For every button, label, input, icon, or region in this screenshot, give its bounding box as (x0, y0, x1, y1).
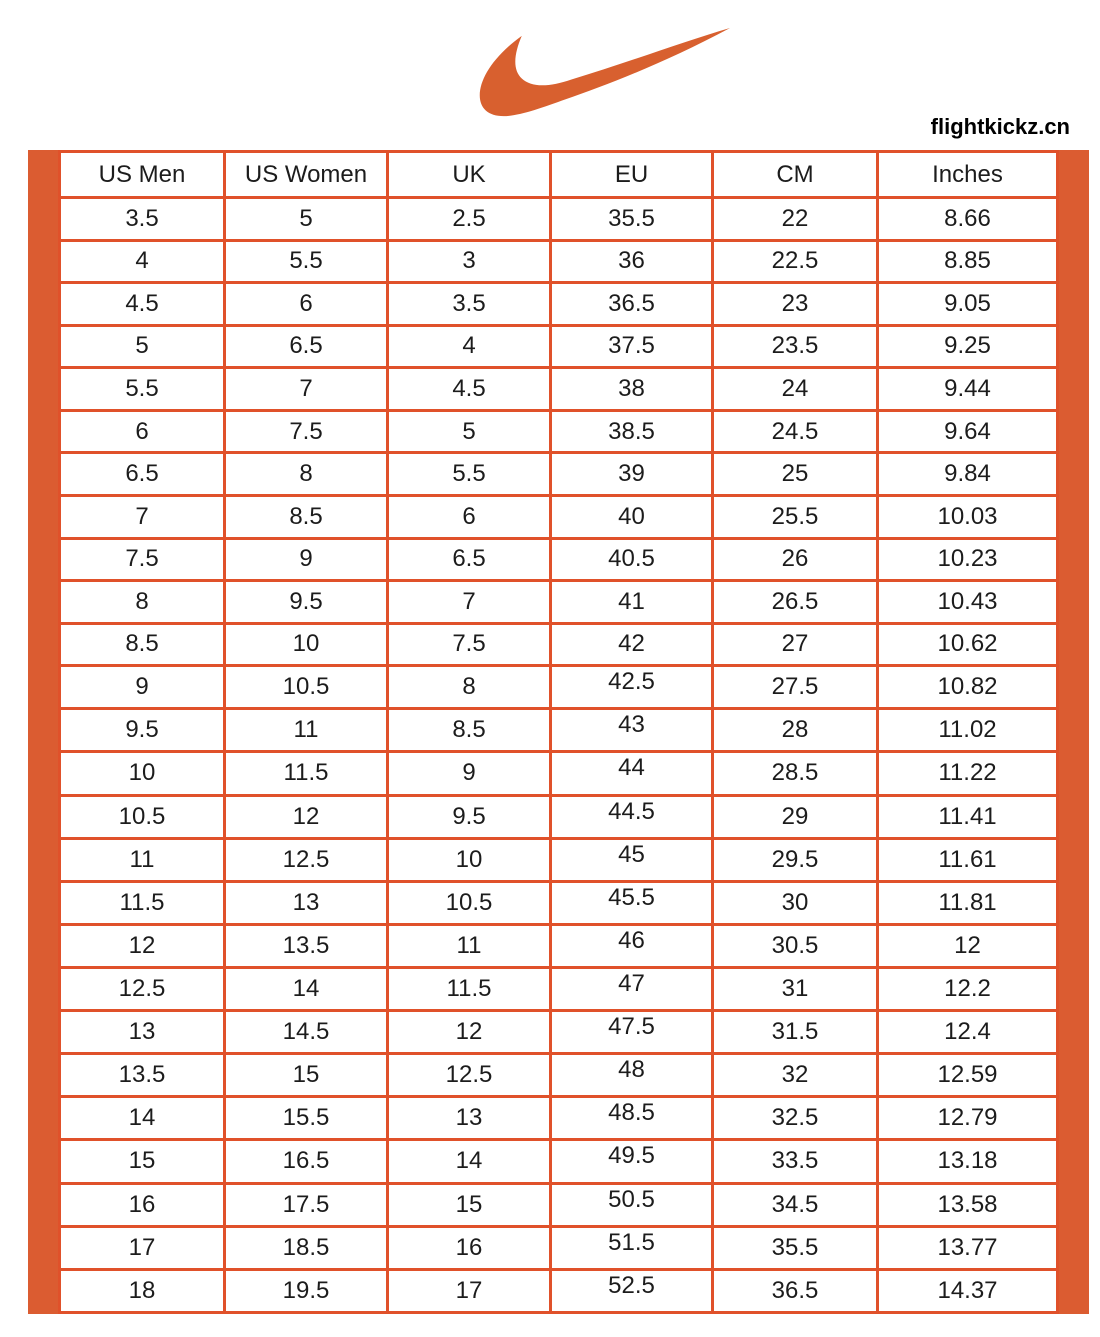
table-cell: 9 (388, 752, 551, 795)
table-cell: 14 (60, 1097, 225, 1140)
table-cell: 10.43 (878, 581, 1058, 624)
table-cell: 11 (60, 838, 225, 881)
table-cell: 42.5 (551, 666, 713, 709)
left-accent-bar (28, 150, 58, 1314)
table-cell: 22.5 (713, 240, 878, 283)
table-cell: 36.5 (713, 1269, 878, 1312)
table-cell: 41 (551, 581, 713, 624)
table-cell: 12 (225, 795, 388, 838)
table-cell: 7 (225, 368, 388, 411)
table-cell: 10.23 (878, 538, 1058, 581)
size-chart (28, 150, 1086, 1314)
table-cell: 25.5 (713, 495, 878, 538)
table-cell: 40.5 (551, 538, 713, 581)
table-cell: 18 (60, 1269, 225, 1312)
nike-swoosh-icon (453, 24, 730, 123)
column-header-us-men: US Men (60, 152, 225, 198)
table-cell: 36.5 (551, 283, 713, 326)
table-cell: 34.5 (713, 1183, 878, 1226)
table-row (60, 924, 1058, 967)
table-cell: 38.5 (551, 410, 713, 453)
table-cell: 3.5 (388, 283, 551, 326)
table-cell: 12.59 (878, 1054, 1058, 1097)
table-cell: 4.5 (60, 283, 225, 326)
table-cell: 28.5 (713, 752, 878, 795)
table-cell: 11.81 (878, 881, 1058, 924)
table-header (60, 152, 1058, 198)
table-cell: 6.5 (225, 325, 388, 368)
table-cell: 10.82 (878, 666, 1058, 709)
table-cell: 13 (225, 881, 388, 924)
table-cell: 15 (60, 1140, 225, 1183)
table-cell: 9.44 (878, 368, 1058, 411)
table-cell: 29.5 (713, 838, 878, 881)
table-cell: 11.5 (60, 881, 225, 924)
table-cell: 5 (60, 325, 225, 368)
table-cell: 23 (713, 283, 878, 326)
table-cell: 11.41 (878, 795, 1058, 838)
table-cell: 11.22 (878, 752, 1058, 795)
table-cell: 3 (388, 240, 551, 283)
table-row (60, 1097, 1058, 1140)
table-cell: 13.5 (60, 1054, 225, 1097)
column-header-eu: EU (551, 152, 713, 198)
table-cell: 14.5 (225, 1011, 388, 1054)
table-cell: 15.5 (225, 1097, 388, 1140)
right-accent-bar (1059, 150, 1089, 1314)
table-cell: 10 (60, 752, 225, 795)
column-header-uk: UK (388, 152, 551, 198)
table-row (60, 752, 1058, 795)
table-cell: 35.5 (713, 1226, 878, 1269)
table-cell: 7.5 (225, 410, 388, 453)
table-cell: 11.5 (225, 752, 388, 795)
table-cell: 26.5 (713, 581, 878, 624)
table-cell: 35.5 (551, 198, 713, 241)
table-cell: 8.5 (60, 623, 225, 666)
table-cell: 32 (713, 1054, 878, 1097)
table-cell: 10.5 (225, 666, 388, 709)
table-row (60, 410, 1058, 453)
table-row (60, 538, 1058, 581)
table-cell: 11 (225, 709, 388, 752)
table-row (60, 838, 1058, 881)
table-cell: 6.5 (388, 538, 551, 581)
table-cell: 6 (225, 283, 388, 326)
table-row (60, 495, 1058, 538)
table-cell: 14 (388, 1140, 551, 1183)
table-row (60, 453, 1058, 496)
table-cell: 5.5 (225, 240, 388, 283)
table-cell: 14 (225, 967, 388, 1010)
table-row (60, 240, 1058, 283)
table-cell: 12.4 (878, 1011, 1058, 1054)
table-cell: 17.5 (225, 1183, 388, 1226)
table-cell: 28 (713, 709, 878, 752)
table-cell: 16 (388, 1226, 551, 1269)
table-cell: 13.77 (878, 1226, 1058, 1269)
table-row (60, 881, 1058, 924)
table-cell: 3.5 (60, 198, 225, 241)
table-row (60, 198, 1058, 241)
table-cell: 6.5 (60, 453, 225, 496)
table-cell: 5 (388, 410, 551, 453)
table-row (60, 1054, 1058, 1097)
table-cell: 8 (60, 581, 225, 624)
table-cell: 11.02 (878, 709, 1058, 752)
table-row (60, 283, 1058, 326)
table-row (60, 967, 1058, 1010)
table-cell: 10.5 (60, 795, 225, 838)
table-cell: 10.03 (878, 495, 1058, 538)
table-cell: 49.5 (551, 1140, 713, 1183)
table-cell: 26 (713, 538, 878, 581)
table-cell: 7 (388, 581, 551, 624)
table-cell: 16 (60, 1183, 225, 1226)
table-row (60, 709, 1058, 752)
table-cell: 25 (713, 453, 878, 496)
table-cell: 8.66 (878, 198, 1058, 241)
table-cell: 5 (225, 198, 388, 241)
table-cell: 15 (388, 1183, 551, 1226)
table-row (60, 368, 1058, 411)
table-cell: 31.5 (713, 1011, 878, 1054)
table-row (60, 666, 1058, 709)
table-cell: 19.5 (225, 1269, 388, 1312)
header-row (60, 152, 1058, 198)
table-cell: 5.5 (60, 368, 225, 411)
table-cell: 24 (713, 368, 878, 411)
table-row (60, 581, 1058, 624)
table-cell: 11.61 (878, 838, 1058, 881)
column-header-inches: Inches (878, 152, 1058, 198)
table-cell: 10.62 (878, 623, 1058, 666)
table-cell: 27 (713, 623, 878, 666)
table-cell: 29 (713, 795, 878, 838)
table-cell: 11.5 (388, 967, 551, 1010)
table-cell: 37.5 (551, 325, 713, 368)
table-cell: 9.84 (878, 453, 1058, 496)
table-cell: 4 (388, 325, 551, 368)
table-cell: 47.5 (551, 1011, 713, 1054)
table-cell: 9.5 (60, 709, 225, 752)
table-cell: 4.5 (388, 368, 551, 411)
table-cell: 18.5 (225, 1226, 388, 1269)
table-cell: 8 (388, 666, 551, 709)
table-cell: 9.5 (388, 795, 551, 838)
table-cell: 13 (388, 1097, 551, 1140)
table-cell: 48 (551, 1054, 713, 1097)
table-row (60, 1269, 1058, 1312)
table-cell: 4 (60, 240, 225, 283)
table-cell: 11 (388, 924, 551, 967)
table-cell: 44.5 (551, 795, 713, 838)
table-cell: 43 (551, 709, 713, 752)
table-cell: 24.5 (713, 410, 878, 453)
table-cell: 46 (551, 924, 713, 967)
table-cell: 12.5 (388, 1054, 551, 1097)
size-table (58, 150, 1059, 1314)
table-cell: 10 (225, 623, 388, 666)
table-cell: 50.5 (551, 1183, 713, 1226)
table-cell: 13.58 (878, 1183, 1058, 1226)
table-cell: 45.5 (551, 881, 713, 924)
table-cell: 44 (551, 752, 713, 795)
table-row (60, 1183, 1058, 1226)
table-cell: 12.5 (60, 967, 225, 1010)
table-cell: 6 (388, 495, 551, 538)
table-cell: 12 (878, 924, 1058, 967)
nike-logo (453, 24, 730, 123)
table-cell: 39 (551, 453, 713, 496)
table-row (60, 325, 1058, 368)
table-cell: 10.5 (388, 881, 551, 924)
table-cell: 27.5 (713, 666, 878, 709)
table-cell: 33.5 (713, 1140, 878, 1183)
table-cell: 17 (60, 1226, 225, 1269)
table-cell: 12.2 (878, 967, 1058, 1010)
table-cell: 2.5 (388, 198, 551, 241)
table-cell: 6 (60, 410, 225, 453)
table-cell: 17 (388, 1269, 551, 1312)
table-cell: 8 (225, 453, 388, 496)
table-cell: 10 (388, 838, 551, 881)
table-row (60, 1011, 1058, 1054)
table-cell: 15 (225, 1054, 388, 1097)
table-row (60, 795, 1058, 838)
table-cell: 7.5 (60, 538, 225, 581)
table-cell: 8.85 (878, 240, 1058, 283)
table-cell: 7.5 (388, 623, 551, 666)
table-cell: 40 (551, 495, 713, 538)
table-cell: 7 (60, 495, 225, 538)
table-cell: 12.79 (878, 1097, 1058, 1140)
table-cell: 12 (60, 924, 225, 967)
table-cell: 52.5 (551, 1269, 713, 1312)
table-cell: 9 (225, 538, 388, 581)
table-cell: 13.18 (878, 1140, 1058, 1183)
table-cell: 22 (713, 198, 878, 241)
table-cell: 31 (713, 967, 878, 1010)
table-cell: 38 (551, 368, 713, 411)
table-cell: 48.5 (551, 1097, 713, 1140)
column-header-cm: CM (713, 152, 878, 198)
table-row (60, 623, 1058, 666)
table-cell: 8.5 (225, 495, 388, 538)
table-cell: 51.5 (551, 1226, 713, 1269)
table-cell: 13.5 (225, 924, 388, 967)
table-cell: 23.5 (713, 325, 878, 368)
table-cell: 9.64 (878, 410, 1058, 453)
table-cell: 13 (60, 1011, 225, 1054)
table-cell: 47 (551, 967, 713, 1010)
column-header-us-women: US Women (225, 152, 388, 198)
table-cell: 12.5 (225, 838, 388, 881)
table-cell: 45 (551, 838, 713, 881)
table-row (60, 1226, 1058, 1269)
table-cell: 9.05 (878, 283, 1058, 326)
table-cell: 42 (551, 623, 713, 666)
table-cell: 9.5 (225, 581, 388, 624)
table-cell: 30.5 (713, 924, 878, 967)
table-cell: 12 (388, 1011, 551, 1054)
table-row (60, 1140, 1058, 1183)
table-cell: 9.25 (878, 325, 1058, 368)
table-cell: 8.5 (388, 709, 551, 752)
site-label: flightkickz.cn (930, 114, 1070, 139)
table-cell: 16.5 (225, 1140, 388, 1183)
table-cell: 14.37 (878, 1269, 1058, 1312)
table-body (60, 198, 1058, 1313)
table-cell: 5.5 (388, 453, 551, 496)
table-cell: 9 (60, 666, 225, 709)
table-cell: 36 (551, 240, 713, 283)
table-cell: 32.5 (713, 1097, 878, 1140)
table-cell: 30 (713, 881, 878, 924)
